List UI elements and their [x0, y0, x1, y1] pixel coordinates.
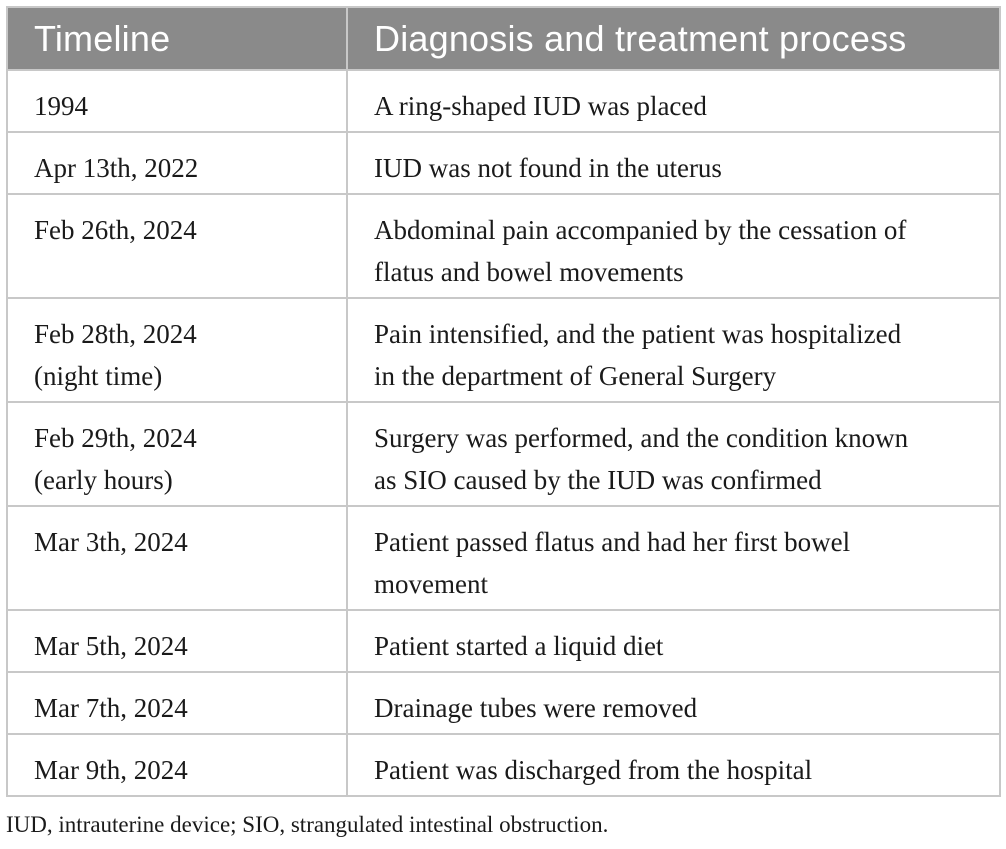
timeline-text: Feb 26th, 2024: [34, 215, 197, 245]
process-text: Abdominal pain accompanied by the cessation of: [374, 215, 907, 245]
header-diagnosis-process: Diagnosis and treatment process: [347, 7, 1000, 70]
table-row: [7, 610, 1000, 672]
timeline-cell: [7, 506, 347, 610]
table-row: [7, 194, 1000, 298]
process-cell: [347, 194, 1000, 298]
process-cell: [347, 672, 1000, 734]
timeline-text: Feb 29th, 2024: [34, 423, 197, 453]
process-cell: [347, 610, 1000, 672]
table-row: [7, 734, 1000, 796]
timeline-cell: [7, 610, 347, 672]
process-cell: [347, 402, 1000, 506]
timeline-text: Mar 9th, 2024: [34, 755, 188, 785]
table-header-row: [7, 7, 1000, 70]
timeline-cell: [7, 402, 347, 506]
timeline-cell: [7, 70, 347, 132]
table-row: [7, 506, 1000, 610]
process-text: flatus and bowel movements: [374, 257, 684, 287]
process-cell: [347, 506, 1000, 610]
timeline-text: Mar 5th, 2024: [34, 631, 188, 661]
timeline-text: Apr 13th, 2022: [34, 153, 199, 183]
process-text: in the department of General Surgery: [374, 361, 777, 391]
timeline-cell: [7, 298, 347, 402]
timeline-text: 1994: [34, 91, 88, 121]
timeline-cell: [7, 194, 347, 298]
timeline-text: Feb 28th, 2024: [34, 319, 197, 349]
timeline-text: (early hours): [34, 465, 173, 495]
timeline-table: [6, 6, 1001, 797]
timeline-text: Mar 3th, 2024: [34, 527, 188, 557]
header-timeline: Timeline: [7, 7, 347, 70]
timeline-text: (night time): [34, 361, 163, 391]
process-text: A ring-shaped IUD was placed: [374, 91, 707, 121]
process-text: Pain intensified, and the patient was hospitalized: [374, 319, 902, 349]
table-row: [7, 402, 1000, 506]
process-cell: [347, 298, 1000, 402]
timeline-text: Mar 7th, 2024: [34, 693, 188, 723]
process-cell: [347, 132, 1000, 194]
table-footnote: IUD, intrauterine device; SIO, strangulated intestinal obstruction.: [6, 812, 609, 837]
table-row: [7, 70, 1000, 132]
timeline-cell: [7, 132, 347, 194]
process-cell: [347, 70, 1000, 132]
timeline-cell: [7, 672, 347, 734]
process-text: Surgery was performed, and the condition known: [374, 423, 909, 453]
process-cell: [347, 734, 1000, 796]
timeline-cell: [7, 734, 347, 796]
process-text: Patient was discharged from the hospital: [374, 755, 813, 785]
process-text: as SIO caused by the IUD was confirmed: [374, 465, 822, 495]
process-text: IUD was not found in the uterus: [374, 153, 722, 183]
table-row: [7, 132, 1000, 194]
table-row: [7, 672, 1000, 734]
process-text: movement: [374, 569, 488, 599]
process-text: Drainage tubes were removed: [374, 693, 698, 723]
timeline-table-container: [6, 6, 999, 797]
table-row: [7, 298, 1000, 402]
process-text: Patient started a liquid diet: [374, 631, 664, 661]
process-text: Patient passed flatus and had her first bowel: [374, 527, 851, 557]
